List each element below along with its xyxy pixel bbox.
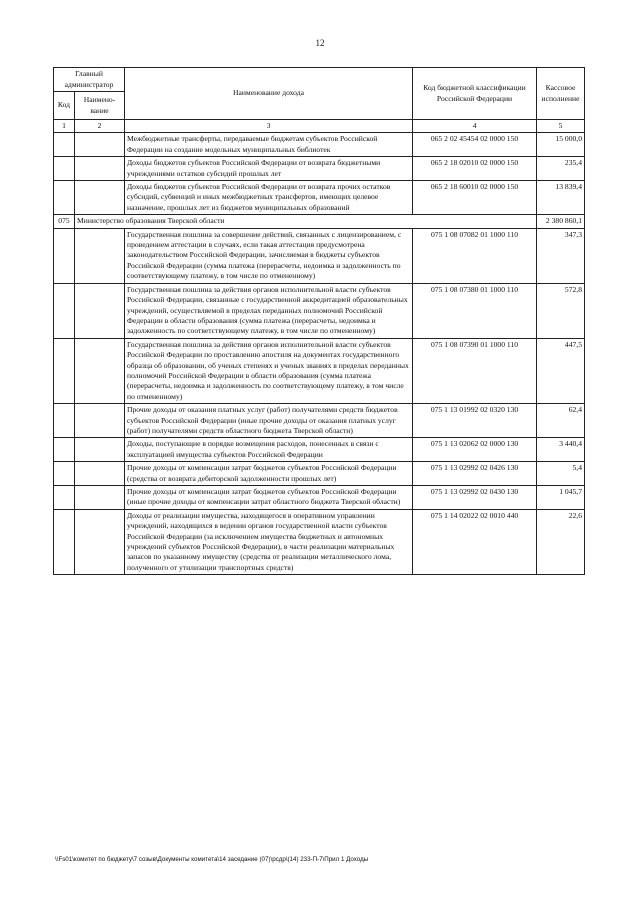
row-budget-code: 075 1 14 02022 02 0010 440 <box>413 509 537 574</box>
table-row <box>54 157 585 181</box>
table-row <box>54 486 585 510</box>
row-kod <box>54 181 75 215</box>
row-naimenovanie <box>75 404 125 438</box>
row-income-name: Прочие доходы от компенсации затрат бюджетов субъектов Российской Федерации (иные прочие доходы от компенсации затрат областного бюджета Тверской области) <box>125 486 413 510</box>
row-naimenovanie <box>75 338 125 403</box>
table-row <box>54 438 585 462</box>
row-budget-code: 075 1 13 02062 02 0000 130 <box>413 438 537 462</box>
row-amount: 13 839,4 <box>537 181 585 215</box>
row-naimenovanie <box>75 181 125 215</box>
row-income-name: Прочие доходы от компенсации затрат бюджетов субъектов Российской Федерации (средства от возврата дебиторской задолженности прошлых лет) <box>125 462 413 486</box>
row-budget-code: 065 2 02 45454 02 0000 150 <box>413 133 537 157</box>
row-kod <box>54 157 75 181</box>
table-row <box>54 181 585 215</box>
row-amount: 5,4 <box>537 462 585 486</box>
income-table <box>53 67 585 575</box>
table-row <box>54 404 585 438</box>
header-kod: Код <box>54 92 75 120</box>
row-kod <box>54 338 75 403</box>
row-budget-code: 065 2 18 60010 02 0000 150 <box>413 181 537 215</box>
row-kod <box>54 404 75 438</box>
row-income-name: Государственная пошлина за действия органов исполнительной власти субъектов Российской Федерации, связанные с государственной аккредитацией образовательных учреждений, осуществляемой в пределах переданных полномочий Российской Федерации в области образования (сумма платежа (перерасчеты, недоимка и задолженность по соответствующему платежу, в том числе по отмененному) <box>125 283 413 338</box>
table-row <box>54 283 585 338</box>
table-row <box>54 228 585 283</box>
footer-file-path: \\Fs01\комитет по бюджету\7 созыв\Документы комитета\14 заседание (07)\рсдр\(14) 233-П-7\Прил 1 Доходы <box>55 856 369 863</box>
row-amount: 15 000,0 <box>537 133 585 157</box>
row-amount: 235,4 <box>537 157 585 181</box>
row-kod <box>54 283 75 338</box>
row-kod <box>54 133 75 157</box>
row-amount: 62,4 <box>537 404 585 438</box>
row-kod <box>54 438 75 462</box>
header-naimenovanie: Наимено-вание <box>75 92 125 120</box>
row-budget-code: 075 1 08 07390 01 1000 110 <box>413 338 537 403</box>
row-amount: 1 045,7 <box>537 486 585 510</box>
row-naimenovanie <box>75 462 125 486</box>
row-naimenovanie <box>75 486 125 510</box>
row-budget-code: 065 2 18 02010 02 0000 150 <box>413 157 537 181</box>
row-income-name: Прочие доходы от оказания платных услуг (работ) получателями средств бюджетов субъектов Российской Федерации (иные прочие доходы от оказания платных услуг (работ) получателями средств областного бюджета Тверской области) <box>125 404 413 438</box>
row-naimenovanie <box>75 228 125 283</box>
row-income-name: Доходы бюджетов субъектов Российской Федерации от возврата прочих остатков субсидий, субвенций и иных межбюджетных трансфертов, имеющих целевое назначение, прошлых лет из бюджетов муниципальных образований <box>125 181 413 215</box>
column-number-row <box>54 120 585 133</box>
row-income-name: Межбюджетные трансферты, передаваемые бюджетам субъектов Российской Федерации на создание модельных муниципальных библиотек <box>125 133 413 157</box>
header-budget-code: Код бюджетной классификации Российской Федерации <box>413 68 537 120</box>
row-naimenovanie <box>75 509 125 574</box>
column-number: 1 <box>54 120 75 133</box>
row-budget-code: 075 1 13 01992 02 0320 130 <box>413 404 537 438</box>
table-row <box>54 509 585 574</box>
row-amount: 447,5 <box>537 338 585 403</box>
row-kod <box>54 462 75 486</box>
column-number: 2 <box>75 120 125 133</box>
row-amount: 2 380 860,1 <box>537 215 585 228</box>
row-kod <box>54 486 75 510</box>
row-amount: 347,3 <box>537 228 585 283</box>
row-amount: 22,6 <box>537 509 585 574</box>
table-row <box>54 133 585 157</box>
row-income-name: Государственная пошлина за совершение действий, связанных с лицензированием, с проведением аттестации в случаях, если такая аттестация предусмотрена законодательством Российской Федерации, зачисляемая в бюджеты субъектов Российской Федерации (сумма платежа (перерасчеты, недоимка и задолженность по соответствующему платежу, в том числе по отмененному) <box>125 228 413 283</box>
header-cash-execution: Кассовое исполнение <box>537 68 585 120</box>
header-income-name: Наименование дохода <box>125 68 413 120</box>
table-row <box>54 462 585 486</box>
row-budget-code: 075 1 08 07082 01 1000 110 <box>413 228 537 283</box>
row-naimenovanie <box>75 283 125 338</box>
row-income-name: Доходы от реализации имущества, находящегося в оперативном управлении учреждений, находящихся в ведении органов государственной власти субъектов Российской Федерации (за исключением имущества бюджетных и автономных учреждений субъектов Российской Федерации), в части реализации материальных запасов по указанному имуществу (средства от реализации металлического лома, полученного от утилизации транспортных средств) <box>125 509 413 574</box>
column-number: 3 <box>125 120 413 133</box>
column-number: 5 <box>537 120 585 133</box>
row-amount: 3 440,4 <box>537 438 585 462</box>
row-budget-code: 075 1 08 07380 01 1000 110 <box>413 283 537 338</box>
table-row <box>54 338 585 403</box>
row-income-name: Доходы бюджетов субъектов Российской Федерации от возврата бюджетными учреждениями остатков субсидий прошлых лет <box>125 157 413 181</box>
table-row-ministry <box>54 215 585 228</box>
row-kod <box>54 509 75 574</box>
page-number: 12 <box>315 38 325 48</box>
row-ministry-name: Министерство образования Тверской области <box>75 215 537 228</box>
row-naimenovanie <box>75 438 125 462</box>
row-kod: 075 <box>54 215 75 228</box>
row-kod <box>54 228 75 283</box>
row-naimenovanie <box>75 157 125 181</box>
row-budget-code: 075 1 13 02992 02 0430 130 <box>413 486 537 510</box>
row-amount: 572,8 <box>537 283 585 338</box>
row-naimenovanie <box>75 133 125 157</box>
header-main-administrator: Главный администратор <box>54 68 125 92</box>
column-number: 4 <box>413 120 537 133</box>
row-budget-code: 075 1 13 02992 02 0426 130 <box>413 462 537 486</box>
row-income-name: Доходы, поступающие в порядке возмещения расходов, понесенных в связи с эксплуатацией имущества субъектов Российской Федерации <box>125 438 413 462</box>
row-income-name: Государственная пошлина за действия органов исполнительной власти субъектов Российской Федерации по проставлению апостиля на документах государственного образца об образовании, об ученых степенях и ученых званиях в пределах переданных полномочий Российской Федерации в области образования (сумма платежа (перерасчеты, недоимка и задолженность по соответствующему платежу, в том числе по отмененному) <box>125 338 413 403</box>
